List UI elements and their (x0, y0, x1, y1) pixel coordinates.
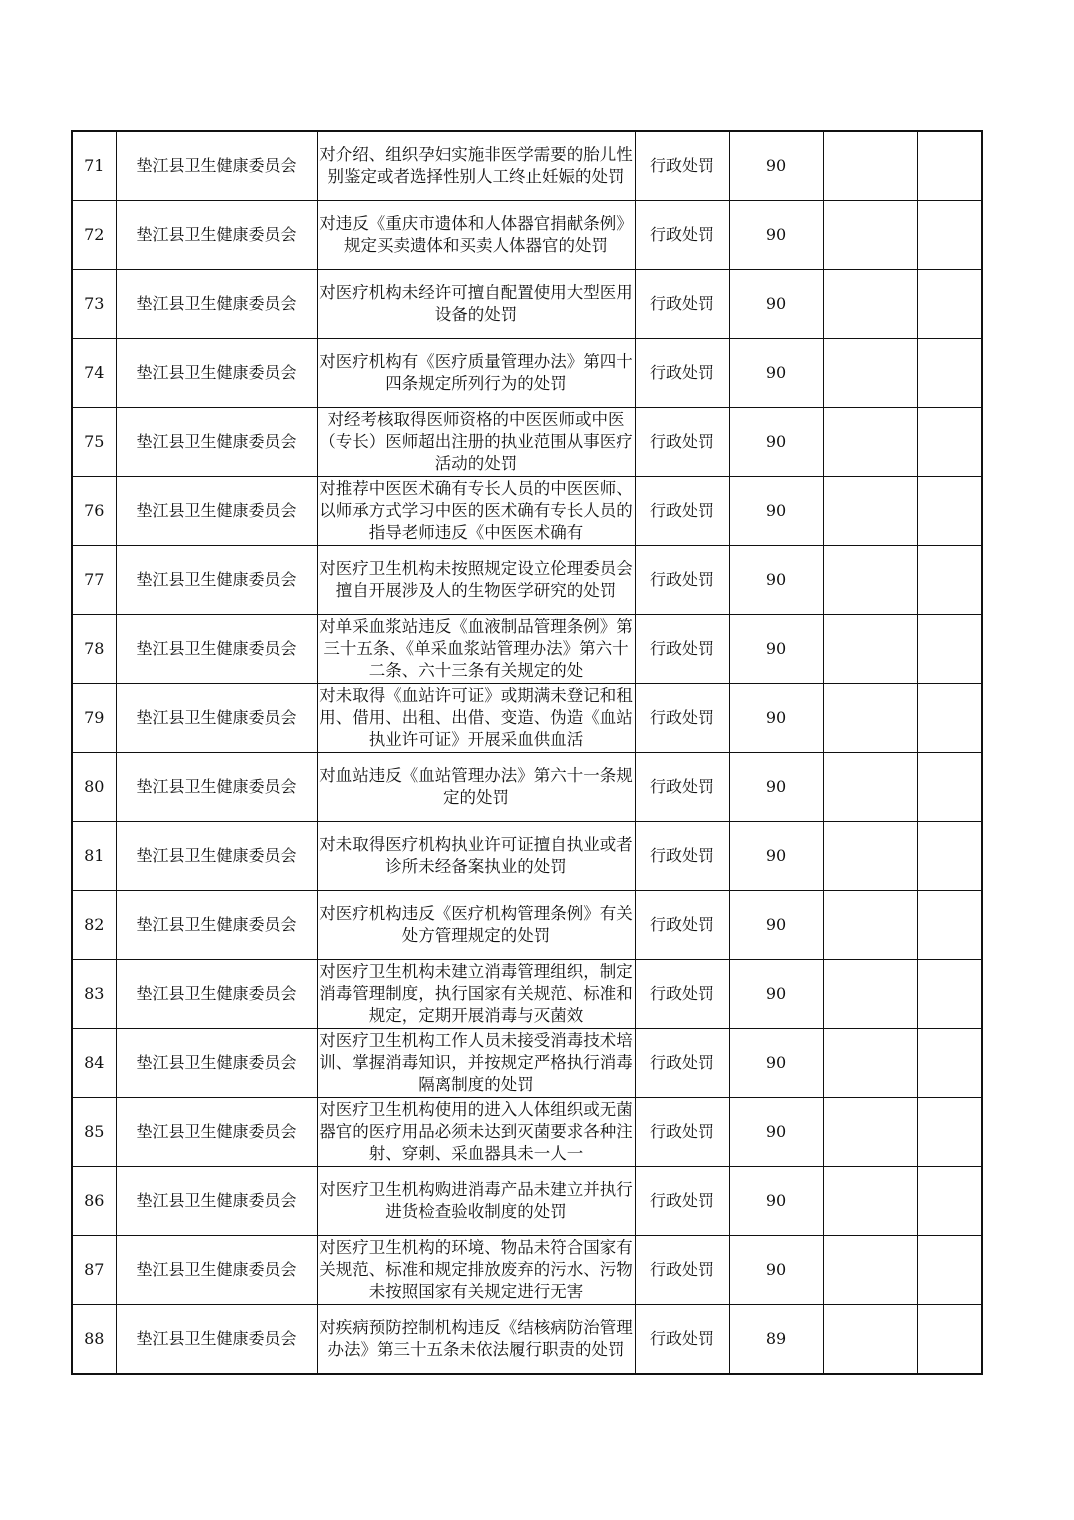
item-name-cell (317, 1098, 635, 1167)
department-cell: 垫江县卫生健康委员会 (116, 960, 317, 1029)
item-name-cell (317, 684, 635, 753)
empty-cell (823, 1305, 917, 1375)
item-type-cell: 行政处罚 (635, 891, 729, 960)
department-cell: 垫江县卫生健康委员会 (116, 339, 317, 408)
item-type-cell: 行政处罚 (635, 1305, 729, 1375)
time-limit-cell: 90 (729, 477, 823, 546)
item-text: 对介绍、组织孕妇实施非医学需要的胎儿性别鉴定或者选择性别人工终止妊娠的处罚 (319, 145, 633, 186)
item-name-cell (317, 477, 635, 546)
empty-cell (917, 131, 982, 201)
empty-cell (823, 1029, 917, 1098)
item-name-cell (317, 1236, 635, 1305)
item-text: 对医疗机构有《医疗质量管理办法》第四十四条规定所列行为的处罚 (319, 352, 633, 393)
time-limit-cell: 90 (729, 684, 823, 753)
empty-cell (823, 1167, 917, 1236)
department-cell: 垫江县卫生健康委员会 (116, 822, 317, 891)
row-number-cell: 85 (72, 1098, 116, 1167)
item-name-cell (317, 753, 635, 822)
time-limit-cell: 90 (729, 1098, 823, 1167)
time-limit-cell: 90 (729, 131, 823, 201)
time-limit-cell: 89 (729, 1305, 823, 1375)
item-type-cell: 行政处罚 (635, 1098, 729, 1167)
item-type-cell: 行政处罚 (635, 477, 729, 546)
item-text: 对血站违反《血站管理办法》第六十一条规定的处罚 (319, 766, 633, 807)
department-cell: 垫江县卫生健康委员会 (116, 546, 317, 615)
table-row (72, 1029, 982, 1098)
row-number-cell: 80 (72, 753, 116, 822)
empty-cell (823, 546, 917, 615)
item-text: 对单采血浆站违反《血液制品管理条例》第三十五条、《单采血浆站管理办法》第六十二条、六十三条有关规定的处 (319, 617, 633, 680)
time-limit-cell: 90 (729, 339, 823, 408)
empty-cell (917, 477, 982, 546)
department-cell: 垫江县卫生健康委员会 (116, 684, 317, 753)
item-type-cell: 行政处罚 (635, 1029, 729, 1098)
empty-cell (823, 684, 917, 753)
table-row (72, 131, 982, 201)
item-type-cell: 行政处罚 (635, 270, 729, 339)
department-cell: 垫江县卫生健康委员会 (116, 201, 317, 270)
empty-cell (823, 131, 917, 201)
department-cell: 垫江县卫生健康委员会 (116, 1305, 317, 1375)
row-number-cell: 74 (72, 339, 116, 408)
item-name-cell (317, 615, 635, 684)
time-limit-cell: 90 (729, 1167, 823, 1236)
item-text: 对医疗卫生机构工作人员未接受消毒技术培训、掌握消毒知识，并按规定严格执行消毒隔离制度的处罚 (319, 1031, 633, 1094)
table-row (72, 960, 982, 1029)
item-text: 对未取得《血站许可证》或期满未登记和租用、借用、出租、出借、变造、伪造《血站执业许可证》开展采血供血活 (319, 686, 633, 749)
empty-cell (823, 960, 917, 1029)
empty-cell (823, 339, 917, 408)
empty-cell (917, 960, 982, 1029)
item-text: 对未取得医疗机构执业许可证擅自执业或者诊所未经备案执业的处罚 (319, 835, 633, 876)
item-type-cell: 行政处罚 (635, 822, 729, 891)
department-cell: 垫江县卫生健康委员会 (116, 270, 317, 339)
item-type-cell: 行政处罚 (635, 753, 729, 822)
table-container (71, 130, 981, 1375)
empty-cell (823, 891, 917, 960)
item-name-cell (317, 1167, 635, 1236)
department-cell: 垫江县卫生健康委员会 (116, 477, 317, 546)
row-number-cell: 71 (72, 131, 116, 201)
table-row (72, 684, 982, 753)
item-name-cell (317, 960, 635, 1029)
time-limit-cell: 90 (729, 891, 823, 960)
item-name-cell (317, 546, 635, 615)
row-number-cell: 75 (72, 408, 116, 477)
empty-cell (917, 270, 982, 339)
item-name-cell (317, 1305, 635, 1375)
empty-cell (917, 1236, 982, 1305)
item-type-cell: 行政处罚 (635, 131, 729, 201)
item-text: 对医疗卫生机构的环境、物品未符合国家有关规范、标准和规定排放废弃的污水、污物未按照国家有关规定进行无害 (319, 1238, 633, 1301)
time-limit-cell: 90 (729, 822, 823, 891)
empty-cell (917, 753, 982, 822)
item-type-cell: 行政处罚 (635, 1167, 729, 1236)
item-name-cell (317, 891, 635, 960)
empty-cell (917, 822, 982, 891)
row-number-cell: 72 (72, 201, 116, 270)
empty-cell (823, 1236, 917, 1305)
time-limit-cell: 90 (729, 408, 823, 477)
row-number-cell: 78 (72, 615, 116, 684)
row-number-cell: 79 (72, 684, 116, 753)
department-cell: 垫江县卫生健康委员会 (116, 408, 317, 477)
table-row (72, 891, 982, 960)
table-row (72, 270, 982, 339)
empty-cell (917, 1029, 982, 1098)
row-number-cell: 83 (72, 960, 116, 1029)
empty-cell (917, 615, 982, 684)
row-number-cell: 88 (72, 1305, 116, 1375)
item-type-cell: 行政处罚 (635, 339, 729, 408)
empty-cell (823, 822, 917, 891)
table-row (72, 615, 982, 684)
item-text: 对经考核取得医师资格的中医医师或中医（专长）医师超出注册的执业范围从事医疗活动的处罚 (319, 410, 633, 473)
row-number-cell: 87 (72, 1236, 116, 1305)
empty-cell (823, 270, 917, 339)
empty-cell (917, 1098, 982, 1167)
table-row (72, 201, 982, 270)
item-text: 对医疗卫生机构未建立消毒管理组织，制定消毒管理制度，执行国家有关规范、标准和规定，定期开展消毒与灭菌效 (319, 962, 633, 1025)
item-text: 对医疗卫生机构使用的进入人体组织或无菌器官的医疗用品必须未达到灭菌要求各种注射、穿刺、采血器具未一人一 (319, 1100, 633, 1163)
table-row (72, 1167, 982, 1236)
item-name-cell (317, 822, 635, 891)
table-row (72, 477, 982, 546)
item-type-cell: 行政处罚 (635, 684, 729, 753)
item-text: 对推荐中医医术确有专长人员的中医医师、以师承方式学习中医的医术确有专长人员的指导老师违反《中医医术确有 (319, 479, 633, 542)
table-row (72, 408, 982, 477)
item-name-cell (317, 1029, 635, 1098)
item-name-cell (317, 131, 635, 201)
row-number-cell: 84 (72, 1029, 116, 1098)
item-type-cell: 行政处罚 (635, 408, 729, 477)
time-limit-cell: 90 (729, 1029, 823, 1098)
table-row (72, 546, 982, 615)
row-number-cell: 82 (72, 891, 116, 960)
empty-cell (823, 408, 917, 477)
item-name-cell (317, 408, 635, 477)
row-number-cell: 76 (72, 477, 116, 546)
empty-cell (823, 1098, 917, 1167)
time-limit-cell: 90 (729, 960, 823, 1029)
department-cell: 垫江县卫生健康委员会 (116, 1167, 317, 1236)
empty-cell (917, 339, 982, 408)
item-type-cell: 行政处罚 (635, 960, 729, 1029)
item-text: 对医疗机构未经许可擅自配置使用大型医用设备的处罚 (319, 283, 633, 324)
empty-cell (823, 477, 917, 546)
table-row (72, 822, 982, 891)
empty-cell (917, 684, 982, 753)
department-cell: 垫江县卫生健康委员会 (116, 1098, 317, 1167)
department-cell: 垫江县卫生健康委员会 (116, 1029, 317, 1098)
table-row (72, 1098, 982, 1167)
row-number-cell: 77 (72, 546, 116, 615)
department-cell: 垫江县卫生健康委员会 (116, 1236, 317, 1305)
department-cell: 垫江县卫生健康委员会 (116, 131, 317, 201)
table-row (72, 339, 982, 408)
item-text: 对医疗机构违反《医疗机构管理条例》有关处方管理规定的处罚 (319, 904, 633, 945)
row-number-cell: 73 (72, 270, 116, 339)
time-limit-cell: 90 (729, 201, 823, 270)
item-name-cell (317, 201, 635, 270)
item-text: 对医疗卫生机构未按照规定设立伦理委员会擅自开展涉及人的生物医学研究的处罚 (319, 559, 633, 600)
empty-cell (823, 753, 917, 822)
empty-cell (917, 1167, 982, 1236)
time-limit-cell: 90 (729, 615, 823, 684)
item-type-cell: 行政处罚 (635, 201, 729, 270)
empty-cell (917, 408, 982, 477)
empty-cell (823, 201, 917, 270)
table-row (72, 1305, 982, 1375)
item-text: 对违反《重庆市遗体和人体器官捐献条例》规定买卖遗体和买卖人体器官的处罚 (319, 214, 633, 255)
item-type-cell: 行政处罚 (635, 615, 729, 684)
item-name-cell (317, 270, 635, 339)
item-type-cell: 行政处罚 (635, 1236, 729, 1305)
empty-cell (823, 615, 917, 684)
item-text: 对医疗卫生机构购进消毒产品未建立并执行进货检查验收制度的处罚 (319, 1180, 633, 1221)
table-row (72, 753, 982, 822)
empty-cell (917, 201, 982, 270)
department-cell: 垫江县卫生健康委员会 (116, 891, 317, 960)
time-limit-cell: 90 (729, 546, 823, 615)
item-name-cell (317, 339, 635, 408)
row-number-cell: 86 (72, 1167, 116, 1236)
table-body (72, 131, 982, 1374)
empty-cell (917, 546, 982, 615)
empty-cell (917, 1305, 982, 1375)
item-text: 对疾病预防控制机构违反《结核病防治管理办法》第三十五条未依法履行职责的处罚 (319, 1318, 633, 1359)
time-limit-cell: 90 (729, 270, 823, 339)
department-cell: 垫江县卫生健康委员会 (116, 615, 317, 684)
table-row (72, 1236, 982, 1305)
item-type-cell: 行政处罚 (635, 546, 729, 615)
department-cell: 垫江县卫生健康委员会 (116, 753, 317, 822)
time-limit-cell: 90 (729, 753, 823, 822)
row-number-cell: 81 (72, 822, 116, 891)
data-table (71, 130, 983, 1375)
time-limit-cell: 90 (729, 1236, 823, 1305)
empty-cell (917, 891, 982, 960)
